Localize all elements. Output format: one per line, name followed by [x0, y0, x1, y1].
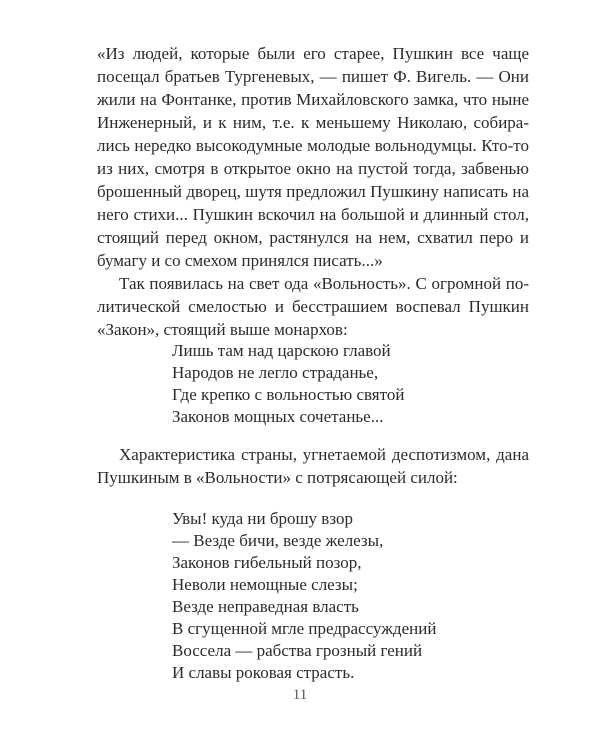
verse-line: В сгущенной мгле предрассуждений [172, 619, 437, 638]
text-line: бумагу и со смехом принялся писать...» [97, 251, 383, 270]
text-line: брошенный дворец, шутя предложил Пушкину написать на [97, 182, 529, 201]
text-line: «Закон», стоящий выше монархов: [97, 320, 348, 339]
verse-line: Законов гибельный позор, [172, 553, 362, 572]
text-line: Характеристика страны, угнетаемой деспотизмом, дана [119, 445, 529, 464]
verse-line: И славы роковая страсть. [172, 663, 355, 682]
text-line: Инженерный, и к ним, т.е. к меньшему Николаю, собира- [97, 113, 529, 132]
text-line: Пушкиным в «Вольности» с потрясающей силой: [97, 468, 458, 487]
text-line: лись нередко высокодумные молодые вольнодумцы. Кто-то [97, 136, 529, 155]
text-line: из них, смотря в открытое окно на пустой тогда, забвенью [97, 159, 529, 178]
verse-line: Где крепко с вольностью святой [172, 385, 405, 404]
narrative-paragraph [97, 272, 529, 341]
text-line: «Из людей, которые были его старее, Пушкин все чаще [97, 44, 529, 63]
verse-line: Везде неправедная власть [172, 597, 359, 616]
narrative-paragraph-2 [97, 443, 529, 489]
text-line: стоящий перед окном, растянулся на нем, схватил перо и [97, 228, 529, 247]
verse-line: Увы! куда ни брошу взор [172, 509, 353, 528]
text-line: посещал братьев Тургеневых, — пишет Ф. Вигель. — Они [97, 67, 529, 86]
text-line: жили на Фонтанке, против Михайловского замка, что ныне [97, 90, 529, 109]
verse-line: — Везде бичи, везде железы, [172, 531, 384, 550]
text-line: него стихи... Пушкин вскочил на большой и длинный стол, [97, 205, 529, 224]
verse-line: Неволи немощные слезы; [172, 575, 358, 594]
verse-line: Воссела — рабства грозный гений [172, 641, 423, 660]
quote-paragraph [97, 42, 529, 272]
text-line: литической смелостью и бесстрашием воспевал Пушкин [97, 297, 529, 316]
page-number: 11 [292, 687, 308, 703]
text-line: Так появилась на свет ода «Вольность». С огромной по- [119, 274, 529, 293]
poem-stanza-1 [172, 340, 404, 428]
verse-line: Законов мощных сочетанье... [172, 407, 384, 426]
verse-line: Лишь там над царскою главой [172, 341, 391, 360]
poem-stanza-2 [172, 508, 436, 684]
verse-line: Народов не легло страданье, [172, 363, 379, 382]
